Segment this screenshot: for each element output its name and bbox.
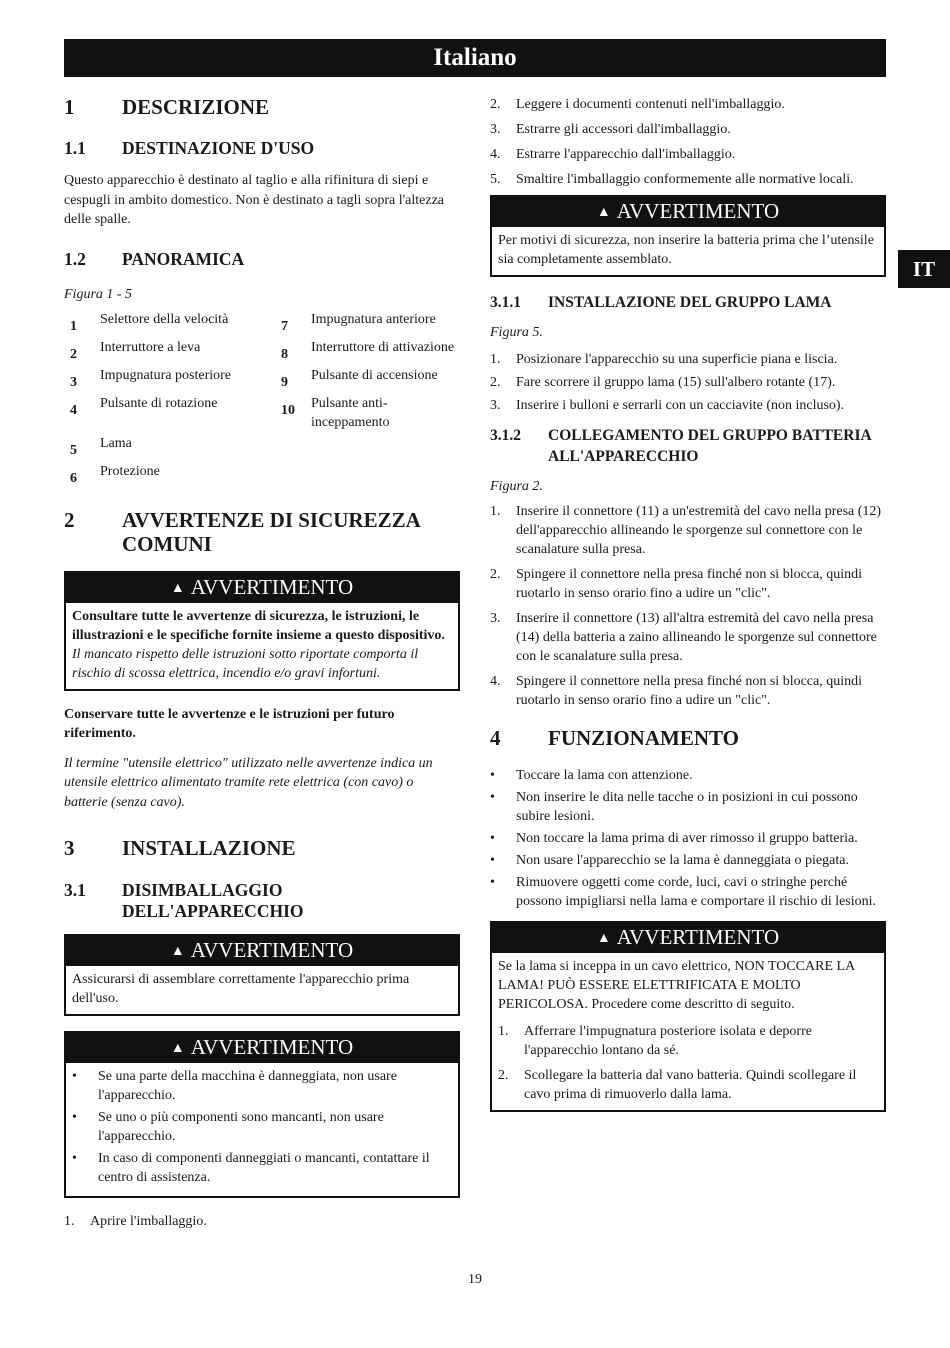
- list-item: [64, 1212, 460, 1231]
- step-text: Afferrare l'impugnatura posteriore isolata e deporre l'apparecchio lontano da sé.: [524, 1024, 812, 1058]
- warning-label: AVVERTIMENTO: [190, 1035, 354, 1059]
- list-item-text: Non usare l'apparecchio se la lama è danneggiata o piegata.: [516, 853, 849, 868]
- overview-item-label: Pulsante di accensione: [311, 367, 438, 383]
- step-text: Smaltire l'imballaggio conformemente alle normative locali.: [516, 172, 854, 187]
- step-number: 2.: [490, 567, 501, 582]
- warning-body: Assicurarsi di assemblare correttamente l'apparecchio prima dell'uso.: [72, 972, 410, 1006]
- list-item: [490, 396, 886, 415]
- section-title: COLLEGAMENTO DEL GRUPPO BATTERIA ALL'APPARECCHIO: [548, 427, 871, 465]
- unpacking-steps-continued: [490, 95, 886, 189]
- step-number: 2.: [490, 375, 501, 390]
- list-item: [490, 373, 886, 392]
- step-number: 2.: [490, 97, 501, 112]
- warning-italic-text: Il mancato rispetto delle istruzioni sotto riportate comporta il rischio di scossa elettrica, incendio e/o gravi infortuni.: [72, 646, 419, 681]
- unpacking-steps-start: [64, 1212, 460, 1231]
- bullet: •: [490, 790, 495, 805]
- section-1-2-heading: [64, 249, 460, 270]
- overview-item-label: Pulsante anti-inceppamento: [311, 395, 390, 430]
- bullet: •: [490, 875, 495, 890]
- step-text: Inserire il connettore (13) all'altra estremità del cavo nella presa (14) della batteria a zaino allineando le sporgenze sul connettore con le scanalature sulla presa.: [516, 611, 877, 664]
- section-title: INSTALLAZIONE DEL GRUPPO LAMA: [548, 294, 832, 311]
- keep-instructions-text: Conservare tutte le avvertenze e le istruzioni per futuro riferimento.: [64, 706, 395, 741]
- page-number: 19: [468, 1272, 482, 1287]
- section-3-1-1-heading: [490, 292, 886, 313]
- step-number: 2.: [498, 1068, 509, 1083]
- overview-item-number: 1: [70, 318, 77, 334]
- step-text: Inserire i bulloni e serrarli con un cacciavite (non incluso).: [516, 398, 845, 413]
- list-item: [490, 609, 886, 666]
- step-text: Estrarre gli accessori dall'imballaggio.: [516, 122, 731, 137]
- left-column: [64, 95, 460, 1237]
- section-title: DESTINAZIONE D'USO: [122, 138, 315, 158]
- warning-header: [66, 573, 458, 603]
- warning-bold-text: Consultare tutte le avvertenze di sicurezza, le istruzioni, le illustrazioni e le specifiche fornite insieme a questo dispositivo.: [72, 608, 445, 643]
- list-item: [498, 1022, 878, 1060]
- list-item: [490, 170, 886, 189]
- section-title: DESCRIZIONE: [122, 95, 270, 119]
- overview-item-label: Impugnatura anteriore: [311, 311, 436, 327]
- list-item: [490, 788, 886, 826]
- warning-triangle-icon: ▲: [596, 205, 611, 220]
- section-number: 3.1.1: [490, 294, 521, 311]
- overview-item-number: 4: [70, 402, 77, 418]
- warning-box: [490, 921, 886, 1112]
- step-number: 3.: [490, 122, 501, 137]
- right-column: [490, 95, 886, 1112]
- intended-use-text: Questo apparecchio è destinato al taglio e alla rifinitura di siepi e cespugli in ambito domestico. Non è destinato a tagli sopra l'altezza delle spalle.: [64, 173, 445, 227]
- overview-item-number: 9: [281, 374, 288, 390]
- section-title: DISIMBALLAGGIO DELL'APPARECCHIO: [122, 880, 304, 921]
- section-number: 3.1.2: [490, 427, 521, 444]
- step-number: 1.: [490, 352, 501, 367]
- section-title: AVVERTENZE DI SICUREZZA COMUNI: [122, 507, 420, 556]
- section-1-1-heading: [64, 138, 460, 159]
- bullet: •: [490, 831, 495, 846]
- warning-triangle-icon: ▲: [596, 931, 611, 946]
- warning-text: Se la lama si inceppa in un cavo elettrico, NON TOCCARE LA LAMA! PUÒ ESSERE ELETTRIFICATA E MOLTO PERICOLOSA. Procedere come descritto di seguito.: [498, 959, 855, 1012]
- warning-label: AVVERTIMENTO: [616, 925, 780, 949]
- list-item-text: In caso di componenti danneggiati o mancanti, contattare il centro di assistenza.: [98, 1151, 430, 1185]
- overview-item-number: 5: [70, 442, 77, 458]
- section-3-1-heading: [64, 880, 460, 922]
- figure-reference: Figura 2.: [490, 479, 543, 494]
- warning-header: [66, 1033, 458, 1063]
- warning-box: [490, 195, 886, 277]
- step-number: 4.: [490, 674, 501, 689]
- warning-triangle-icon: ▲: [170, 1041, 185, 1056]
- warning-steps: [498, 1022, 878, 1104]
- overview-item-label: Selettore della velocità: [100, 311, 229, 327]
- figure-reference: Figura 5.: [490, 325, 543, 340]
- bullet: •: [490, 768, 495, 783]
- list-item: [490, 873, 886, 911]
- warning-box: [64, 571, 460, 691]
- list-item-text: Se una parte della macchina è danneggiata, non usare l'apparecchio.: [98, 1069, 397, 1103]
- list-item-text: Non inserire le dita nelle tacche o in posizioni in cui possono subire lesioni.: [516, 790, 858, 824]
- warning-body: Per motivi di sicurezza, non inserire la batteria prima che l’utensile sia completamente assemblato.: [498, 233, 874, 267]
- section-number: 3.1: [64, 880, 86, 900]
- list-item-text: Se uno o più componenti sono mancanti, non usare l'apparecchio.: [98, 1110, 384, 1144]
- step-number: 4.: [490, 147, 501, 162]
- power-tool-term-text: Il termine "utensile elettrico" utilizzato nelle avvertenze indica un utensile elettrico alimentato tramite rete elettrica (con cavo) o batterie (senza cavo).: [64, 755, 433, 810]
- language-tab: IT: [898, 250, 950, 288]
- battery-connection-steps: [490, 502, 886, 710]
- section-title: INSTALLAZIONE: [122, 836, 296, 860]
- overview-item-label: Impugnatura posteriore: [100, 367, 232, 383]
- overview-item-label: Lama: [100, 435, 132, 451]
- list-item: [490, 145, 886, 164]
- step-number: 1.: [490, 504, 501, 519]
- step-text: Inserire il connettore (11) a un'estremità del cavo nella presa (12) dell'apparecchio allineando le sporgenze sul connettore con le scanalature sulla presa.: [516, 504, 882, 557]
- overview-item-label: Interruttore di attivazione: [311, 339, 455, 355]
- step-text: Aprire l'imballaggio.: [90, 1214, 207, 1229]
- section-number: 4: [490, 726, 501, 750]
- warning-bullet-list: [72, 1067, 452, 1187]
- operation-bullet-list: [490, 766, 886, 911]
- list-item-text: Toccare la lama con attenzione.: [516, 768, 693, 783]
- warning-label: AVVERTIMENTO: [190, 574, 354, 599]
- list-item: [490, 672, 886, 710]
- section-3-1-2-heading: [490, 425, 886, 467]
- warning-box: [64, 934, 460, 1016]
- warning-triangle-icon: ▲: [170, 580, 185, 596]
- list-item: [490, 766, 886, 785]
- warning-header: [492, 197, 884, 227]
- step-text: Leggere i documenti contenuti nell'imballaggio.: [516, 97, 785, 112]
- step-text: Scollegare la batteria dal vano batteria. Quindi scollegare il cavo prima di rimuoverlo dalla lama.: [524, 1068, 857, 1102]
- list-item: [72, 1149, 452, 1187]
- overview-item-label: Interruttore a leva: [100, 339, 201, 355]
- section-number: 1: [64, 95, 75, 119]
- bullet: •: [490, 853, 495, 868]
- list-item: [490, 120, 886, 139]
- section-3-heading: [64, 836, 460, 860]
- list-item: [498, 1066, 878, 1104]
- bullet: •: [72, 1110, 77, 1125]
- section-1-heading: [64, 95, 460, 119]
- step-text: Spingere il connettore nella presa finché non si blocca, quindi ruotarlo in senso orario fino a udire un "clic".: [516, 674, 863, 708]
- list-item: [490, 350, 886, 369]
- list-item: [490, 851, 886, 870]
- section-number: 1.1: [64, 138, 86, 158]
- warning-triangle-icon: ▲: [170, 944, 185, 959]
- section-title: PANORAMICA: [122, 248, 245, 269]
- section-title: FUNZIONAMENTO: [548, 726, 739, 750]
- overview-item-number: 2: [70, 346, 77, 362]
- overview-item-number: 10: [281, 402, 295, 418]
- list-item: [490, 565, 886, 603]
- warning-box: [64, 1031, 460, 1198]
- section-number: 1.2: [64, 248, 86, 269]
- bullet: •: [72, 1069, 77, 1084]
- section-number: 3: [64, 836, 75, 860]
- step-text: Fare scorrere il gruppo lama (15) sull'albero rotante (17).: [516, 375, 836, 390]
- step-number: 3.: [490, 398, 501, 413]
- list-item-text: Rimuovere oggetti come corde, luci, cavi o stringhe perché possono impigliarsi nella lama e comportare il rischio di lesioni.: [516, 875, 877, 909]
- step-text: Estrarre l'apparecchio dall'imballaggio.: [516, 147, 736, 162]
- overview-item-number: 8: [281, 346, 288, 362]
- list-item: [490, 502, 886, 559]
- overview-item-number: 7: [281, 318, 288, 334]
- section-4-heading: [490, 726, 886, 750]
- warning-body: [66, 1063, 458, 1196]
- step-number: 3.: [490, 611, 501, 626]
- bullet: •: [72, 1151, 77, 1166]
- overview-item-label: Protezione: [100, 463, 160, 479]
- list-item-text: Non toccare la lama prima di aver rimosso il gruppo batteria.: [516, 831, 858, 846]
- blade-installation-steps: [490, 350, 886, 415]
- warning-label: AVVERTIMENTO: [190, 938, 354, 962]
- section-number: 2: [64, 507, 75, 532]
- warning-header: [492, 923, 884, 953]
- warning-header: [66, 936, 458, 966]
- list-item: [490, 95, 886, 114]
- page-title-banner: Italiano: [64, 39, 886, 77]
- list-item: [490, 829, 886, 848]
- overview-item-number: 3: [70, 374, 77, 390]
- step-text: Posizionare l'apparecchio su una superficie piana e liscia.: [516, 352, 838, 367]
- overview-item-label: Pulsante di rotazione: [100, 395, 218, 411]
- figure-reference: Figura 1 - 5: [64, 286, 133, 302]
- list-item: [72, 1108, 452, 1146]
- warning-label: AVVERTIMENTO: [616, 199, 780, 223]
- overview-item-number: 6: [70, 470, 77, 486]
- overview-list: [64, 310, 460, 488]
- step-text: Spingere il connettore nella presa finché non si blocca, quindi ruotarlo in senso orario fino a udire un "clic".: [516, 567, 863, 601]
- warning-body: [492, 953, 884, 1110]
- step-number: 1.: [64, 1214, 75, 1229]
- warning-body: [66, 603, 458, 689]
- step-number: 5.: [490, 172, 501, 187]
- step-number: 1.: [498, 1024, 509, 1039]
- section-2-heading: [64, 508, 460, 556]
- list-item: [72, 1067, 452, 1105]
